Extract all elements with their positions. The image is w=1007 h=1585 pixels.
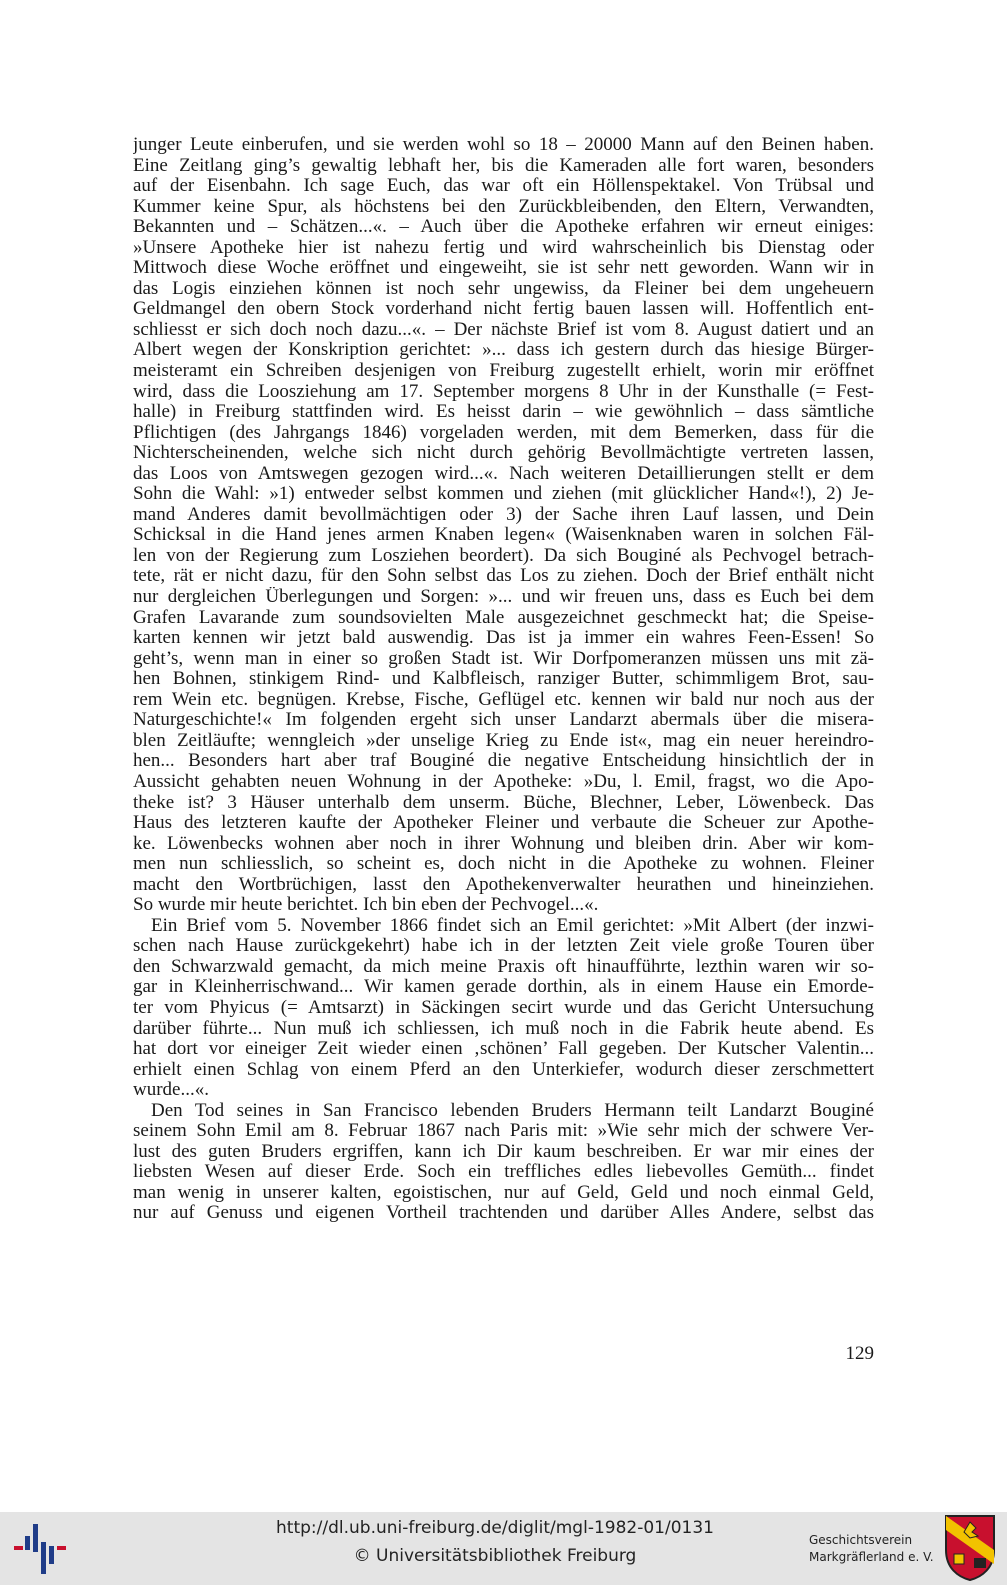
society-name <box>809 1532 941 1566</box>
text-line: len von der Regierung zum Losziehen beordert). Da sich Bouginé als Pechvogel betrach- <box>133 545 874 566</box>
text-line: schen nach Hause zurückgekehrt) habe ich in der letzten Zeit viele große Touren über <box>133 936 874 957</box>
text-line: halle) in Freiburg stattfinden wird. Es heisst darin – wie gewöhnlich – dass sämtliche <box>133 402 874 423</box>
text-line: Schicksal in die Hand jenes armen Knaben legen« (Waisenknaben waren in solchen Fäl- <box>133 525 874 546</box>
text-line: blen Zeitläufte; wenngleich »der unselige Krieg zu Ende ist«, mag ein neuer hereindro- <box>133 730 874 751</box>
footer-bar <box>0 1512 1007 1585</box>
coat-of-arms-icon <box>944 1514 996 1582</box>
text-line: Geldmangel den obern Stock vorderhand nicht fertig bauen lassen will. Hoffentlich ent- <box>133 299 874 320</box>
text-line: hen... Besonders hart aber traf Bouginé die negative Entscheidung hinsichtlich der in <box>133 751 874 772</box>
text-line: erhielt einen Schlag von einem Pferd an den Unterkiefer, wodurch dieser zerschmettert <box>133 1059 874 1080</box>
text-line: das Loos von Amtswegen gezogen wird...«. Nach weiteren Detaillierungen stellt er dem <box>133 463 874 484</box>
text-line: mand Anderes damit bevollmächtigen oder 3) der Sache ihren Lauf lassen, und Dein <box>133 504 874 525</box>
text-line: nur dergleichen Überlegungen und Sorgen: »... und wir freuen uns, dass es Euch bei dem <box>133 587 874 608</box>
text-line: nur auf Genuss und eigenen Vortheil trachtenden und darüber Alles Andere, selbst das <box>133 1203 874 1224</box>
text-line: Eine Zeitlang ging’s gewaltig lebhaft her, bis die Kameraden alle fort waren, besonders <box>133 155 874 176</box>
text-line: Grafen Lavarande zum soundsovielten Male ausgezeichnet geschmeckt hat; die Speise- <box>133 607 874 628</box>
text-line: lust des guten Bruders ergriffen, kann ich Dir kaum beschreiben. Er war mir eines der <box>133 1141 874 1162</box>
society-name-line: Geschichtsverein <box>809 1533 913 1547</box>
text-line: darüber führte... Nun muß ich schliessen, ich muß noch in die Fabrik heute abend. Es <box>133 1018 874 1039</box>
university-library-logo <box>14 1520 68 1578</box>
text-line: gar in Kleinherrischwand... Wir kamen gerade dorthin, als in einem Hause ein Emorde- <box>133 977 874 998</box>
text-line: Ein Brief vom 5. November 1866 findet sich an Emil gerichtet: »Mit Albert (der inzwi- <box>151 915 874 936</box>
text-line: meisteramt ein Schreiben desjenigen von Freiburg zugestellt erhielt, worin mir eröffnet <box>133 361 874 382</box>
copyright-notice: © Universitätsbibliothek Freiburg <box>353 1546 637 1566</box>
source-url[interactable]: http://dl.ub.uni-freiburg.de/diglit/mgl-1982-01/0131 <box>276 1518 714 1538</box>
text-line: theke ist? 3 Häuser unterhalb dem unserm. Büche, Blechner, Leber, Löwenbeck. Das <box>133 792 874 813</box>
text-line: Haus des letzteren kaufte der Apotheker Fleiner und verbaute die Scheuer zur Apothe- <box>133 813 874 834</box>
text-line: rem Wein etc. begnügen. Krebse, Fische, Geflügel etc. kennen wir bald nur noch aus der <box>133 689 874 710</box>
text-line: ter vom Phyicus (= Amtsarzt) in Säckingen secirt wurde und das Gericht Untersuchung <box>133 997 874 1018</box>
text-line: hat dort vor eineiger Zeit wieder einen ‚schönen’ Fall gegeben. Der Kutscher Valentin... <box>133 1039 874 1060</box>
text-line: »Unsere Apotheke hier ist nahezu fertig und wird wahrscheinlich bis Dienstag oder <box>133 237 874 258</box>
society-name-line: Markgräflerland e. V. <box>809 1550 934 1564</box>
text-line: Nichterscheinenden, welche sich nicht durch gehörig Bevollmächtigte vertreten lassen, <box>133 443 874 464</box>
text-line: macht den Wortbrüchigen, lasst den Apothekenverwalter heurathen und hineinziehen. <box>133 874 874 895</box>
text-line: Sohn die Wahl: »1) entweder selbst kommen und ziehen (mit glücklicher Hand«!), 2) Je- <box>133 484 874 505</box>
text-line: Den Tod seines in San Francisco lebenden Bruders Hermann teilt Landarzt Bouginé <box>151 1100 874 1121</box>
text-line: seinem Sohn Emil am 8. Februar 1867 nach Paris mit: »Wie sehr mich der schwere Ver- <box>133 1121 874 1142</box>
text-line: das Logis einziehen können ist noch sehr ungewiss, da Fleiner bei dem ungeheuern <box>133 278 874 299</box>
text-line: junger Leute einberufen, und sie werden wohl so 18 – 20000 Mann auf den Beinen haben. <box>133 135 874 155</box>
text-line: Albert wegen der Konskription gerichtet: »... dass ich gestern durch das hiesige Bürger- <box>133 340 874 361</box>
text-line: Naturgeschichte!« Im folgenden ergeht sich unser Landarzt abermals über die misera- <box>133 710 874 731</box>
text-line: wurde...«. <box>133 1080 209 1101</box>
page-number: 129 <box>845 1343 874 1364</box>
text-line: Bekannten und – Schätzen...«. – Auch über die Apotheke erfahren wir erneut einiges: <box>133 217 874 238</box>
text-line: liebsten Wesen auf dieser Erde. Soch ein treffliches edles liebevolles Gemüth... findet <box>133 1162 874 1183</box>
body-text <box>133 135 874 1224</box>
text-line: ke. Löwenbecks wohnen aber noch in ihrer Wohnung und bleiben drin. Aber wir kom- <box>133 833 874 854</box>
text-line: karten kennen wir jetzt bald auswendig. Das ist ja immer ein wahres Feen-Essen! So <box>133 628 874 649</box>
text-line: Mittwoch diese Woche eröffnet und eingeweiht, sie ist sehr nett geworden. Wann wir in <box>133 258 874 279</box>
text-line: men nun schliesslich, so scheint es, doch nicht in die Apotheke zu wohnen. Fleiner <box>133 854 874 875</box>
text-line: den Schwarzwald gemacht, da mich meine Praxis oft hinaufführte, lezthin waren wir so- <box>133 956 874 977</box>
text-line: geht’s, wenn man in einer so großen Stadt ist. Wir Dorfpomeranzen müssen uns mit zä- <box>133 648 874 669</box>
text-line: Pflichtigen (des Jahrgangs 1846) vorgeladen werden, mit dem Bemerken, dass für die <box>133 422 874 443</box>
text-line: tete, rät er nicht dazu, für den Sohn selbst das Los zu ziehen. Doch der Brief enthält nicht <box>133 566 874 587</box>
text-line: So wurde mir heute berichtet. Ich bin eben der Pechvogel...«. <box>133 895 599 916</box>
text-line: auf der Eisenbahn. Ich sage Euch, das war oft ein Höllenspektakel. Von Trübsal und <box>133 176 874 197</box>
text-line: schliesst er sich doch noch dazu...«. – Der nächste Brief ist vom 8. August datiert und an <box>133 319 874 340</box>
text-line: wird, dass die Loosziehung am 17. September morgens 8 Uhr in der Kunsthalle (= Fest- <box>133 381 874 402</box>
text-line: Kummer keine Spur, als höchstens bei den Zurückbleibenden, den Eltern, Verwandten, <box>133 196 874 217</box>
text-line: Aussicht gehabten neuen Wohnung in der Apotheke: »Du, l. Emil, fragst, wo die Apo- <box>133 771 874 792</box>
text-line: hen Bohnen, stinkigem Rind- und Kalbfleisch, ranziger Butter, schimmligem Brot, sau- <box>133 669 874 690</box>
text-line: man wenig in unserer kalten, egoistischen, nur auf Geld, Geld und noch einmal Geld, <box>133 1182 874 1203</box>
